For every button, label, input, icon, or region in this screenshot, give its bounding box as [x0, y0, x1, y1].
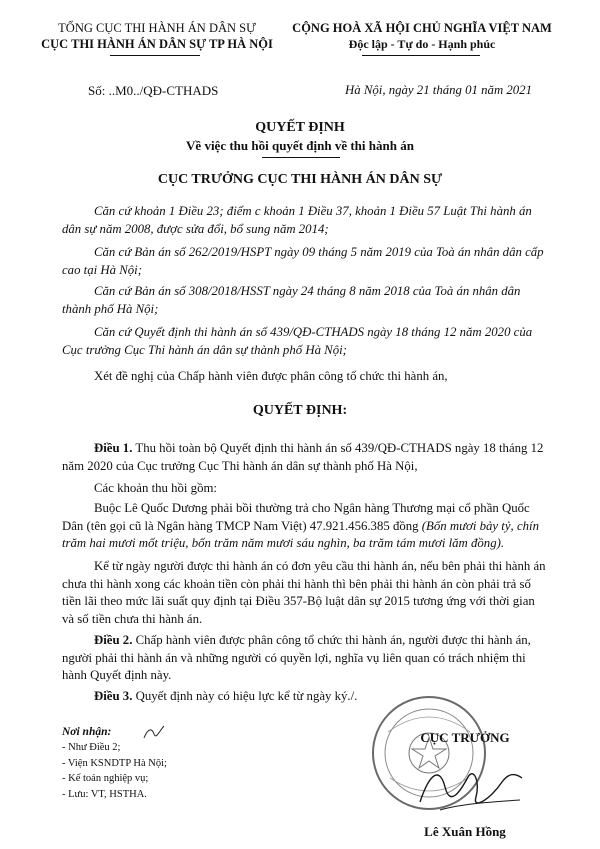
item-amount-words: (Bốn mươi bảy tỷ, chín trăm hai mươi mốt triệu, bốn trăm năm mươi sáu nghìn, ba trăm tám mươi lăm đồng). [62, 518, 539, 550]
article-1-items-intro: Các khoản thu hồi gồm: [94, 481, 217, 495]
national-block [272, 20, 572, 52]
place-date: Hà Nội, ngày 21 tháng 01 năm 2021 [345, 83, 532, 97]
recipients-heading: Nơi nhận: [62, 726, 112, 738]
national-motto: Độc lập - Tự do - Hạnh phúc [348, 37, 496, 51]
article-1-label: Điều 1. [94, 441, 133, 455]
country-name: CỘNG HOÀ XÃ HỘI CHỦ NGHĨA VIỆT NAM [292, 21, 552, 35]
basis-law: Căn cứ khoản 1 Điều 23; điểm c khoản 1 Điều 37, khoản 1 Điều 57 Luật Thi hành án dân sự năm 2008, được sửa đổi, bổ sung năm 2014; [62, 204, 532, 236]
recipient-item: - Như Điều 2; [62, 742, 121, 753]
recipient-item: - Lưu: VT, HSTHA. [62, 788, 147, 800]
article-1-text: Thu hồi toàn bộ Quyết định thi hành án số 439/QĐ-CTHADS ngày 18 tháng 12 năm 2020 của Cục trưởng Cục Thi hành án dân sự thành phố Hà Nội, [62, 441, 544, 473]
subject-underline [262, 157, 340, 158]
article-1-interest: Kể từ ngày người được thi hành án có đơn yêu cầu thi hành án, nếu bên phải thi hành án chưa thi hành xong các khoản tiền còn phải thi hành thì bên phải thi hành án còn phải trả số tiền lãi theo mức lãi suất quy định tại Điều 357-Bộ luật dân sự 2015 tương ứng với thời gian và số tiền chưa thi hành án. [62, 559, 546, 626]
agency-parent: TỔNG CỤC THI HÀNH ÁN DÂN SỰ [58, 21, 256, 35]
article-2-text: Chấp hành viên được phân công tổ chức thi hành án, người được thi hành án, người phải thi hành án và những người có quyền lợi, nghĩa vụ liên quan có trách nhiệm thi hành Quyết định này. [62, 633, 531, 682]
article-3-label: Điều 3. [94, 689, 133, 703]
agency-block [32, 20, 282, 52]
recipient-item: - Viện KSNDTP Hà Nội; [62, 757, 167, 769]
issuing-authority: CỤC TRƯỞNG CỤC THI HÀNH ÁN DÂN SỰ [157, 172, 443, 187]
basis-appeal-judgment: Căn cứ Bản án số 262/2019/HSPT ngày 09 tháng 5 năm 2019 của Toà án nhân dân cấp cao tại Hà Nội; [62, 245, 544, 277]
basis-enforcement-decision: Căn cứ Quyết định thi hành án số 439/QĐ-CTHADS ngày 18 tháng 12 năm 2020 của Cục trưởng Cục Thi hành án dân sự thành phố Hà Nội; [62, 325, 533, 357]
article-1-item [62, 500, 550, 553]
consideration: Xét đề nghị của Chấp hành viên được phân công tổ chức thi hành án, [94, 369, 448, 383]
initials-mark [142, 724, 166, 742]
decision-heading: QUYẾT ĐỊNH: [252, 403, 348, 418]
motto-underline [362, 55, 480, 56]
basis-first-judgment: Căn cứ Bản án số 308/2018/HSST ngày 24 tháng 8 năm 2018 của Toà án nhân dân thành phố Hà Nội; [62, 284, 521, 316]
doc-subject: Về việc thu hồi quyết định về thi hành án [186, 138, 414, 153]
article-2 [62, 632, 550, 685]
recipient-item: - Kế toán nghiệp vụ; [62, 773, 149, 784]
signer-position: CỤC TRƯỞNG [420, 730, 510, 745]
doc-number: Số: ..M0../QĐ-CTHADS [88, 83, 219, 98]
article-2-label: Điều 2. [94, 633, 133, 647]
article-3-text: Quyết định này có hiệu lực kể từ ngày ký./. [132, 689, 358, 703]
handwritten-signature-icon [410, 752, 530, 822]
article-1 [62, 440, 550, 475]
item-amount-text: Buộc Lê Quốc Dương phải bồi thường trả cho Ngân hàng Thương mại cổ phần Quốc Dân (tên gọi cũ là Ngân hàng TMCP Nam Việt) 47.921.456.385 đồng [62, 501, 530, 533]
agency-name: CỤC THI HÀNH ÁN DÂN SỰ TP HÀ NỘI [41, 37, 273, 51]
signer-name: Lê Xuân Hồng [424, 824, 506, 839]
agency-underline [110, 55, 200, 56]
doc-title: QUYẾT ĐỊNH [255, 120, 345, 135]
